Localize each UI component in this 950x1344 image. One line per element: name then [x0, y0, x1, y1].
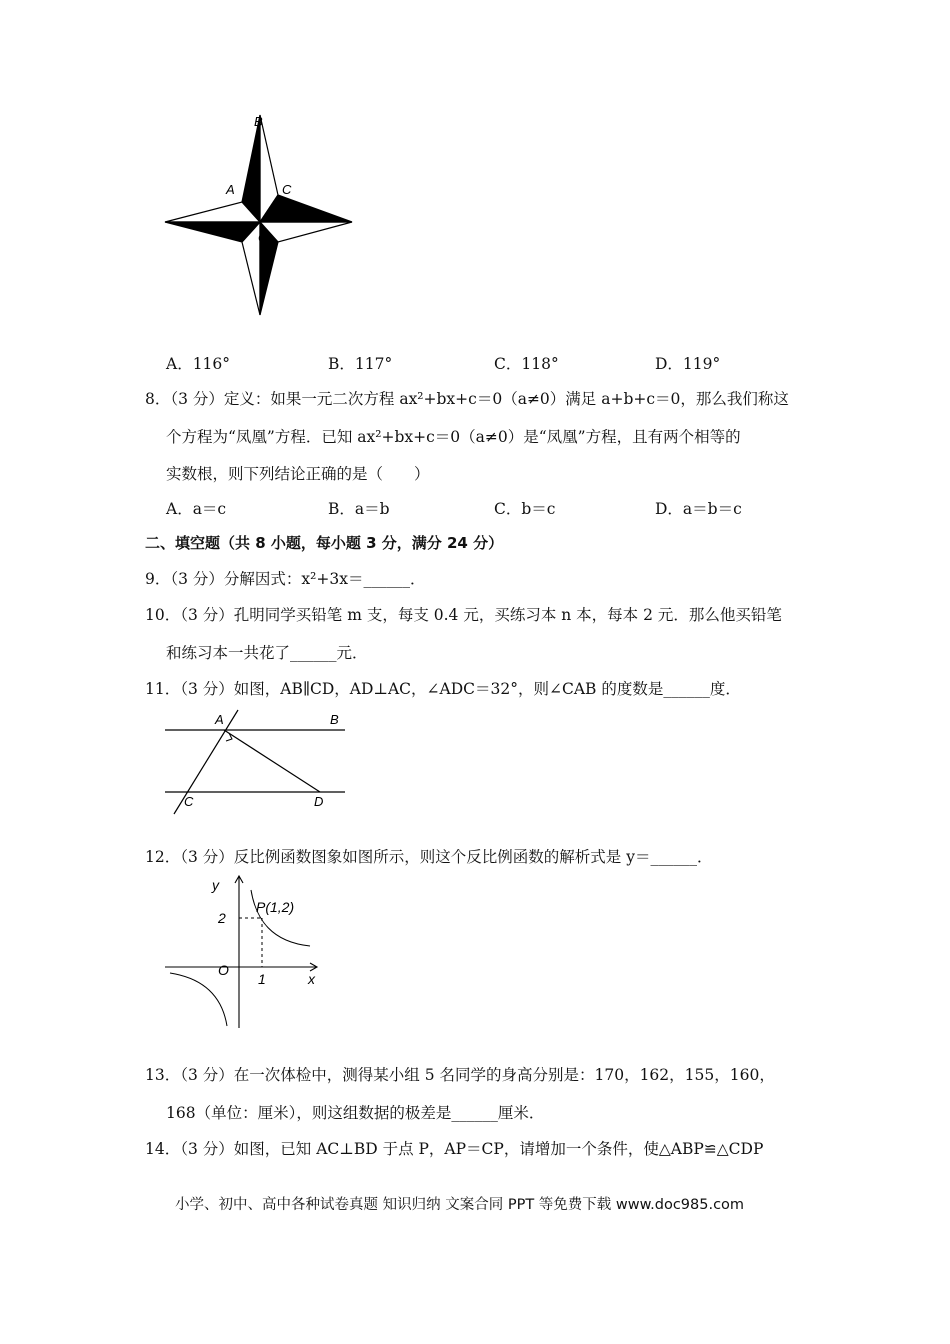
label-O: O	[218, 962, 229, 978]
label-B: B	[254, 114, 263, 129]
label-A: A	[226, 182, 235, 197]
parallel-lines-figure	[160, 708, 355, 818]
section-title: 二、填空题（共 8 小题，每小题 3 分，满分 24 分）	[145, 534, 504, 552]
q12-text: 12．（3 分）反比例函数图象如图所示，则这个反比例函数的解析式是 y＝______．	[145, 848, 713, 866]
q7-option-c: C．118°	[494, 355, 559, 373]
q8-line3: 实数根，则下列结论正确的是（ ）	[166, 465, 430, 483]
label-D: D	[314, 794, 324, 809]
q7-option-a: A．116°	[166, 355, 231, 373]
q8-line1: 8．（3 分）定义：如果一元二次方程 ax²+bx+c＝0（a≠0）满足 a+b+c＝0，那么我们称这	[145, 390, 789, 408]
label-1: 1	[258, 971, 266, 987]
q9-text: 9．（3 分）分解因式：x²+3x＝______．	[145, 570, 426, 588]
q8-option-a: A．a＝c	[166, 500, 227, 518]
star-figure	[160, 110, 360, 320]
q13-line2: 168（单位：厘米），则这组数据的极差是______厘米．	[166, 1104, 545, 1122]
q14-text: 14．（3 分）如图，已知 AC⊥BD 于点 P，AP＝CP，请增加一个条件，使△ABP≌△CDP	[145, 1140, 764, 1158]
q8-line2: 个方程为“凤凰”方程．已知 ax²+bx+c＝0（a≠0）是“凤凰”方程，且有两个相等的	[166, 428, 741, 446]
q8-option-b: B．a＝b	[328, 500, 390, 518]
q8-option-d: D．a＝b＝c	[655, 500, 742, 518]
q7-option-b: B．117°	[328, 355, 393, 373]
label-C: C	[184, 794, 194, 809]
hyperbola-figure	[160, 870, 325, 1032]
label-C: C	[282, 182, 292, 197]
q10-line2: 和练习本一共花了______元．	[166, 644, 368, 662]
q13-line1: 13．（3 分）在一次体检中，测得某小组 5 名同学的身高分别是：170，162，155，160，	[145, 1066, 775, 1084]
q8-option-c: C．b＝c	[494, 500, 556, 518]
label-2: 2	[218, 910, 226, 926]
label-O: O	[258, 230, 269, 245]
label-P: P(1,2)	[256, 899, 295, 915]
q10-line1: 10．（3 分）孔明同学买铅笔 m 支，每支 0.4 元，买练习本 n 本，每本 2 元．那么他买铅笔	[145, 606, 782, 624]
label-x: x	[308, 971, 315, 987]
label-B: B	[330, 712, 339, 727]
q7-option-d: D．119°	[655, 355, 721, 373]
q11-text: 11．（3 分）如图，AB∥CD，AD⊥AC，∠ADC＝32°，则∠CAB 的度数是______度．	[145, 680, 741, 698]
label-y: y	[212, 877, 219, 893]
label-A: A	[215, 712, 224, 727]
footer-text: 小学、初中、高中各种试卷真题 知识归纳 文案合同 PPT 等免费下载 www.doc985.com	[175, 1197, 745, 1213]
